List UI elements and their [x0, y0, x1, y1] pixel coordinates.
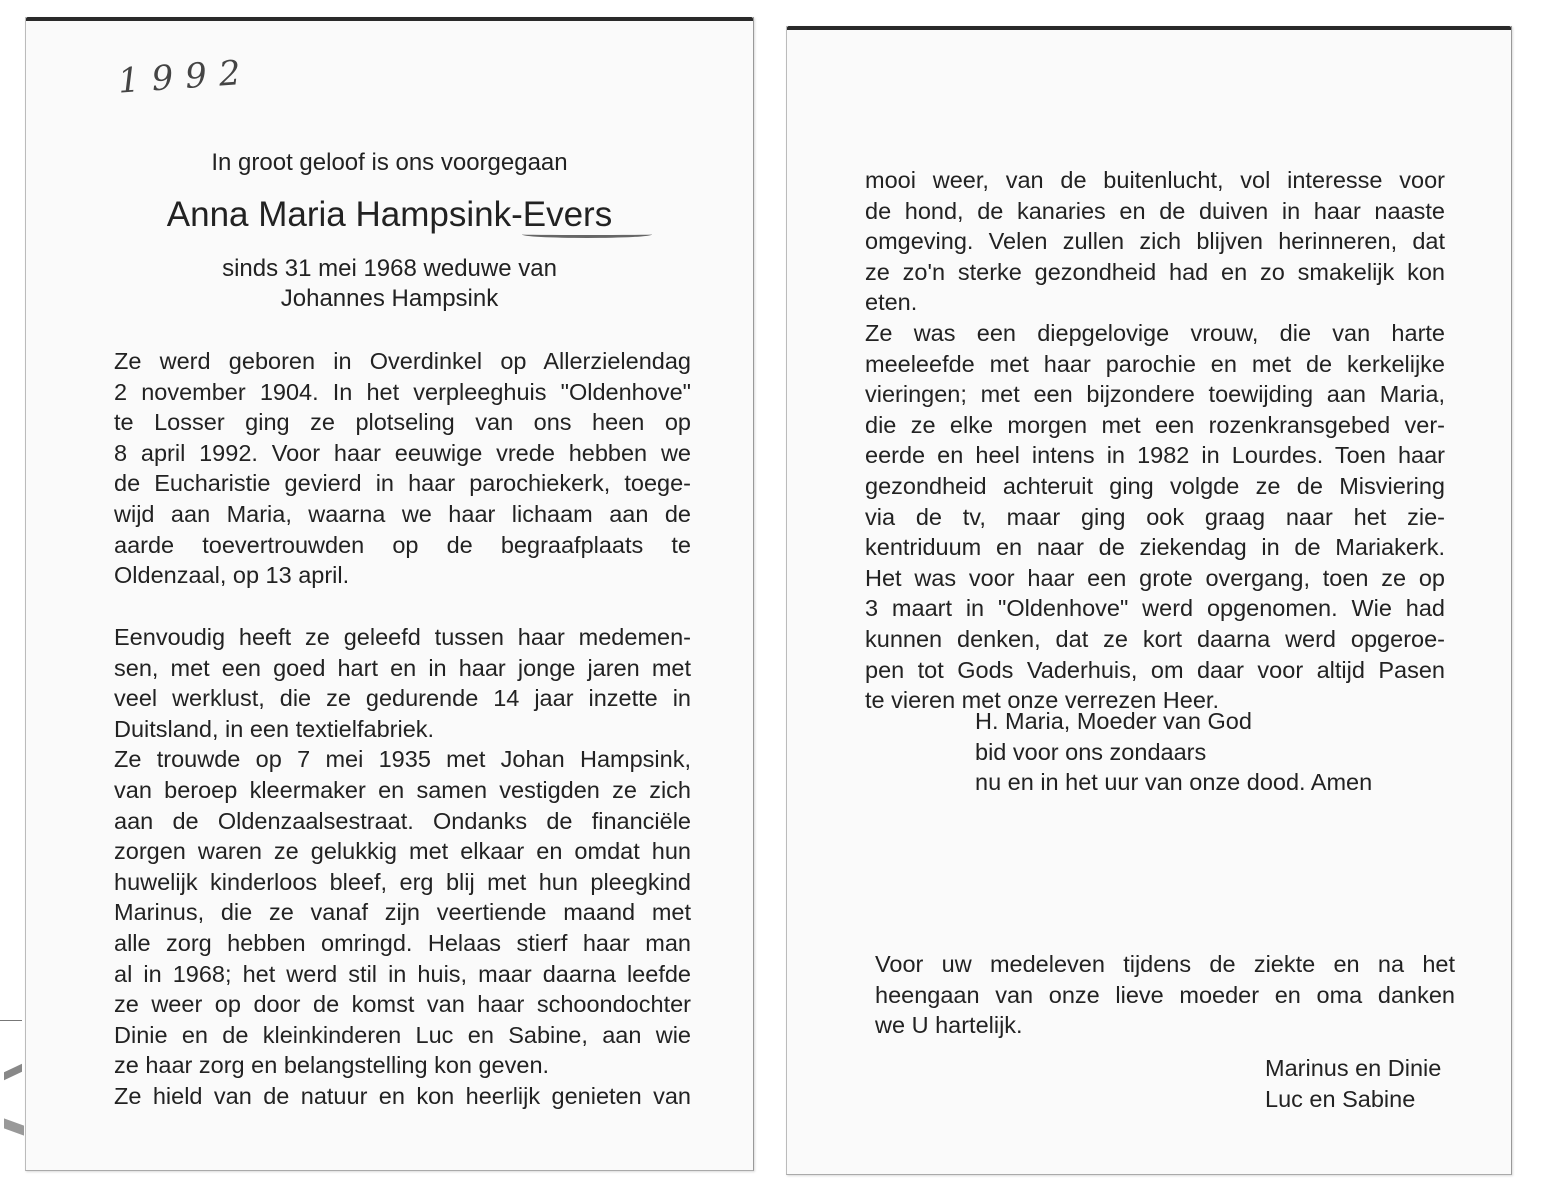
text-line: aarde toevertrouwden op de begraafplaats te	[114, 531, 691, 558]
scan-artifact	[0, 1020, 22, 1021]
text-line: alle zorg hebben omringd. Helaas stierf haar man	[114, 929, 691, 956]
text-line: de hond, de kanaries en de duiven in haar naaste	[865, 197, 1445, 224]
scan-artifact	[4, 1118, 24, 1135]
text-line: wijd aan Maria, waarna we haar lichaam aan de	[114, 500, 691, 527]
text-line: ze weer op door de komst van haar schoondochter	[114, 991, 691, 1018]
text-line: sen, met een goed hart en in haar jonge jaren met	[114, 654, 691, 681]
prayer-line: nu en in het uur van onze dood. Amen	[975, 769, 1373, 796]
card-top-edge	[26, 17, 753, 21]
prayer-line: H. Maria, Moeder van God	[975, 708, 1252, 734]
text-line: Voor uw medeleven tijdens de ziekte en na het	[875, 951, 1455, 977]
memorial-card-left-page	[25, 17, 754, 1171]
handwritten-year: 1992	[116, 52, 254, 102]
scan-edge-artifacts	[0, 1010, 25, 1150]
signature	[1265, 1053, 1441, 1114]
text-line: Dinie en de kleinkinderen Luc en Sabine, aan wie	[114, 1021, 691, 1048]
text-line: heengaan van onze lieve moeder en oma danken	[875, 981, 1455, 1008]
text-line: Ze hield van de natuur en kon heerlijk genieten van	[114, 1082, 691, 1109]
text-line: meeleefde met haar parochie en met de kerkelijke	[865, 350, 1445, 377]
text-line: eten.	[865, 289, 918, 316]
text-line: de Eucharistie gevierd in haar parochiekerk, toege-	[114, 470, 691, 497]
text-line: pen tot Gods Vaderhuis, om daar voor altijd Pasen	[865, 656, 1445, 683]
widow-line-1: sinds 31 mei 1968 weduwe van	[222, 255, 557, 282]
text-line: te Losser ging ze plotseling van ons heen op	[114, 409, 691, 436]
text-line: 8 april 1992. Voor haar eeuwige vrede hebben we	[114, 439, 691, 466]
biography-paragraph-3	[865, 165, 1445, 716]
prayer	[975, 706, 1372, 798]
text-line: kentriduum en naar de ziekendag in de Mariakerk.	[865, 534, 1445, 561]
handwritten-underline	[522, 231, 652, 238]
biography-paragraph-2	[114, 622, 691, 1112]
deceased-name: Anna Maria Hampsink-Evers	[166, 195, 613, 234]
text-line: ze haar zorg en belangstelling kon geven.	[114, 1052, 550, 1079]
text-line: Ze trouwde op 7 mei 1935 met Johan Hampsink,	[114, 746, 691, 773]
card-top-edge	[787, 26, 1511, 30]
signature-line: Luc en Sabine	[1265, 1085, 1416, 1112]
text-line: Ze was een diepgelovige vrouw, die van harte	[865, 319, 1445, 346]
text-line: via de tv, maar ging ook graag naar het zie-	[865, 503, 1445, 530]
widow-line-2: Johannes Hampsink	[280, 285, 499, 312]
text-line: al in 1968; het werd stil in huis, maar daarna leefde	[114, 960, 691, 987]
text-line: die ze elke morgen met een rozenkransgebed ver-	[865, 411, 1445, 438]
text-line: Duitsland, in een textielfabriek.	[114, 715, 435, 742]
text-line: we U hartelijk.	[875, 1012, 1023, 1039]
text-line: 3 maart in "Oldenhove" werd opgenomen. Wie had	[865, 595, 1445, 622]
text-line: zorgen waren ze gelukkig met elkaar en omdat hun	[114, 838, 691, 865]
text-line: eerde en heel intens in 1982 in Lourdes. Toen haar	[865, 442, 1445, 469]
text-line: Ze werd geboren in Overdinkel op Allerzielendag	[114, 348, 691, 374]
text-line: huwelijk kinderloos bleef, erg blij met hun pleegkind	[114, 868, 691, 895]
text-line: 2 november 1904. In het verpleeghuis "Oldenhove"	[114, 378, 691, 405]
text-line: gezondheid achteruit ging volgde ze de Misviering	[865, 472, 1445, 499]
biography-paragraph-1	[114, 346, 691, 591]
text-line: te vieren met onze verrezen Heer.	[865, 687, 1219, 714]
text-line: Marinus, die ze vanaf zijn veertiende maand met	[114, 899, 691, 926]
thanks-paragraph	[875, 949, 1455, 1041]
text-line: veel werklust, die ze gedurende 14 jaar inzette in	[114, 685, 691, 712]
text-line: Het was voor haar een grote overgang, toen ze op	[865, 564, 1445, 591]
text-line: omgeving. Velen zullen zich blijven herinneren, dat	[865, 228, 1445, 255]
prayer-line: bid voor ons zondaars	[975, 738, 1207, 765]
text-line: Eenvoudig heeft ze geleefd tussen haar medemen-	[114, 624, 691, 650]
text-line: aan de Oldenzaalsestraat. Ondanks de financiële	[114, 807, 691, 834]
text-line: vieringen; met een bijzondere toewijding aan Maria,	[865, 381, 1445, 408]
text-line: van beroep kleermaker en samen vestigden ze zich	[114, 776, 691, 803]
scan-artifact	[4, 1064, 22, 1080]
text-line: mooi weer, van de buitenlucht, vol interesse voor	[865, 167, 1445, 193]
signature-line: Marinus en Dinie	[1265, 1055, 1442, 1081]
text-line: ze zo'n sterke gezondheid had en zo smakelijk kon	[865, 258, 1445, 285]
text-line: kunnen denken, dat ze kort daarna werd opgeroe-	[865, 625, 1445, 652]
text-line: Oldenzaal, op 13 april.	[114, 562, 350, 589]
intro-line: In groot geloof is ons voorgegaan	[211, 149, 568, 176]
memorial-card-right-page	[786, 26, 1512, 1175]
